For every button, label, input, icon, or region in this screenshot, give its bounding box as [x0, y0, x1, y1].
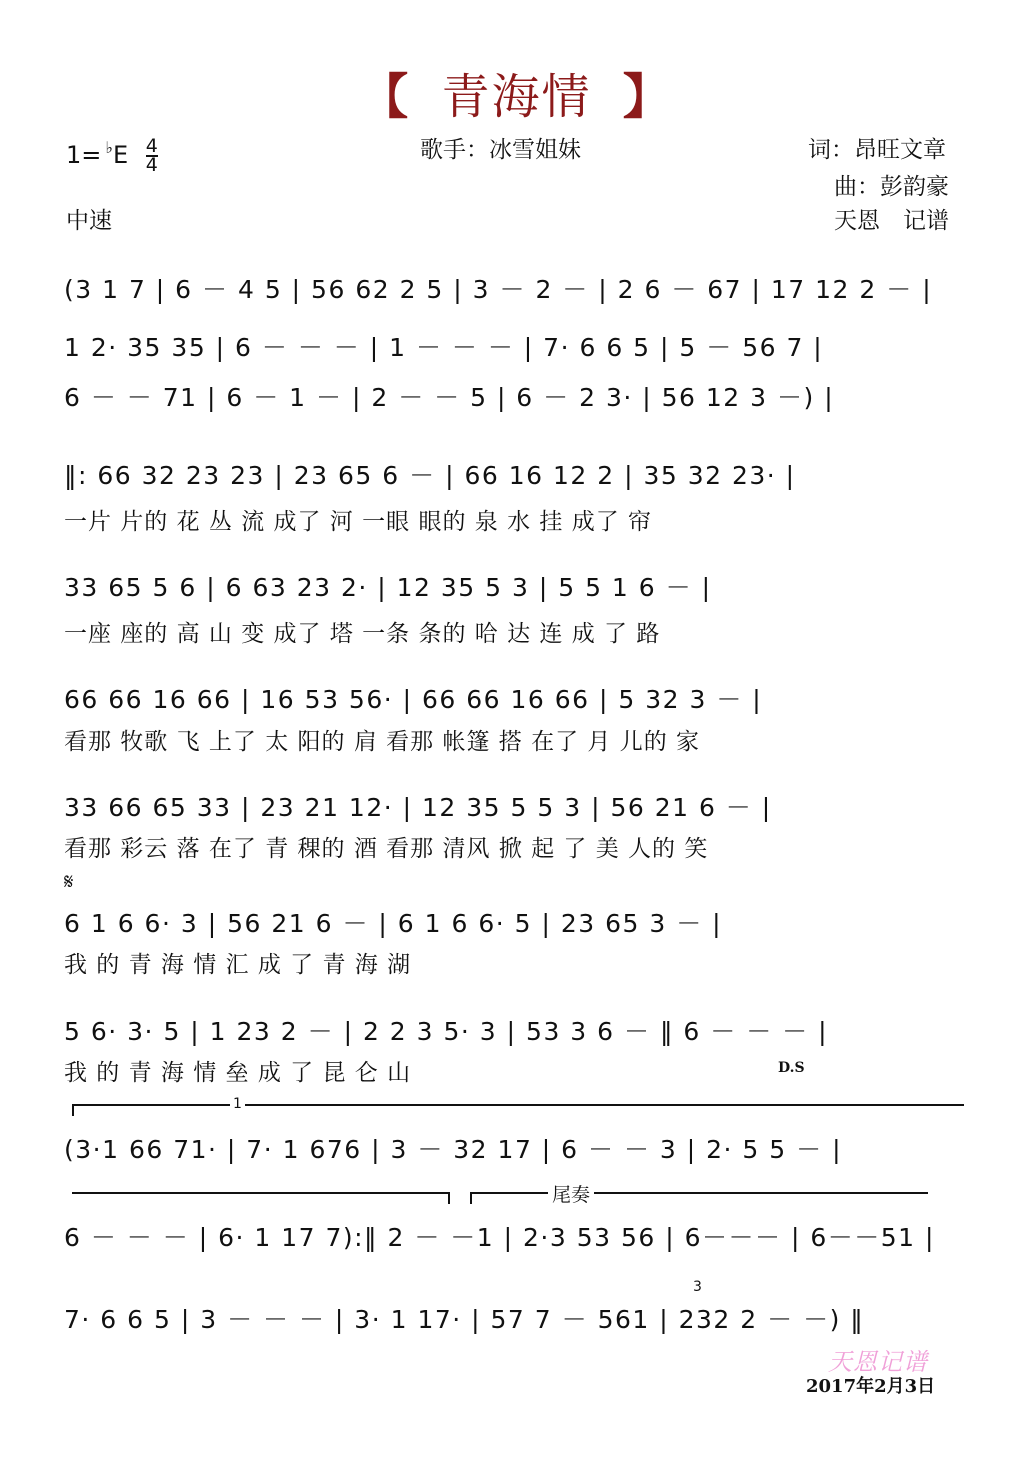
- arranger-stamp: 天恩记谱: [828, 1348, 928, 1376]
- score-row-8-notes: 6 1 6 6· 3 | 56 21 6 － | 6 1 6 6· 5 | 23 65 3 － |: [64, 909, 723, 938]
- score-row-4-notes: ‖: 66 32 23 23 | 23 65 6 － | 66 16 12 2 | 35 32 23· |: [64, 461, 796, 490]
- score-row-6-notes: 66 66 16 66 | 16 53 56· | 66 66 16 66 | 5 32 3 － |: [64, 685, 763, 714]
- date: 2017年2月3日: [806, 1376, 936, 1397]
- song-title: 青海情: [441, 69, 592, 125]
- first-ending-bracket: [72, 1104, 964, 1106]
- ending-bracket-left-tick: [448, 1192, 450, 1204]
- key-note: E: [112, 141, 129, 169]
- score-row-10-notes: (3·1 66 71· | 7· 1 676 | 3 － 32 17 | 6 － － 3 | 2· 5 5 － |: [64, 1135, 843, 1164]
- coda-bracket: [470, 1192, 928, 1194]
- score-row-11-notes: 6 － － － | 6· 1 17 7):‖ 2 － －1 | 2·3 53 56 | 6－－－ | 6－－51 |: [64, 1223, 935, 1252]
- triplet-mark: 3: [693, 1279, 702, 1295]
- score-row-1-notes: (3 1 7 | 6 － 4 5 | 56 62 2 5 | 3 － 2 － | 2 6 － 67 | 17 12 2 － |: [64, 275, 933, 304]
- score-row-7-lyrics: 看那 彩云 落 在了 青 稞的 酒 看那 清风 掀 起 了 美 人的 笑: [64, 836, 709, 862]
- lyricist: 词：昂旺文章: [808, 137, 946, 163]
- segno-icon: 𝄋: [64, 870, 74, 895]
- time-signature: [145, 135, 158, 176]
- score-row-2-notes: 1 2· 35 35 | 6 － － － | 1 － － － | 7· 6 6 5 | 5 － 56 7 |: [64, 333, 824, 362]
- score-row-9-lyrics: 我 的 青 海 情 垒 成 了 昆 仑 山: [64, 1060, 412, 1086]
- first-ending-tick: [72, 1104, 74, 1116]
- ending-bracket-left: [72, 1192, 450, 1194]
- score-row-3-notes: 6 － － 71 | 6 － 1 － | 2 － － 5 | 6 － 2 3· | 56 12 3 －) |: [64, 383, 835, 412]
- composer: 曲：彭韵豪: [834, 174, 949, 200]
- singer: 歌手：冰雪姐妹: [420, 137, 581, 163]
- page-title: [0, 58, 1033, 127]
- coda-label: 尾奏: [548, 1180, 594, 1207]
- score-row-5-notes: 33 65 5 6 | 6 63 23 2· | 12 35 5 3 | 5 5 1 6 － |: [64, 573, 712, 602]
- score-row-12-notes: 7· 6 6 5 | 3 － － － | 3· 1 17· | 57 7 － 561 | 232 2 － －) ‖: [64, 1305, 865, 1334]
- key-prefix: 1=: [66, 141, 102, 169]
- key-signature: [66, 135, 158, 176]
- flat-icon: ♭: [105, 138, 113, 157]
- score-row-6-lyrics: 看那 牧歌 飞 上了 太 阳的 肩 看那 帐篷 搭 在了 月 儿的 家: [64, 729, 701, 755]
- score-row-9-notes: 5 6· 3· 5 | 1 23 2 － | 2 2 3 5· 3 | 53 3 6 － ‖ 6 － － － |: [64, 1017, 829, 1046]
- title-bracket-close: 】: [622, 69, 673, 125]
- tempo: 中速: [66, 208, 112, 234]
- score-row-4-lyrics: 一片 片的 花 丛 流 成了 河 一眼 眼的 泉 水 挂 成了 帘: [64, 509, 653, 535]
- time-top: 4: [145, 135, 158, 157]
- title-bracket-open: 【: [360, 69, 411, 125]
- arranger: 天恩 记谱: [834, 208, 949, 234]
- time-bottom: 4: [145, 154, 158, 176]
- ds-mark: D.S: [778, 1060, 805, 1076]
- score-row-8-lyrics: 我 的 青 海 情 汇 成 了 青 海 湖: [64, 952, 412, 978]
- ending-number: 1: [230, 1096, 245, 1112]
- score-row-7-notes: 33 66 65 33 | 23 21 12· | 12 35 5 5 3 | 56 21 6 － |: [64, 793, 772, 822]
- coda-bracket-tick: [470, 1192, 472, 1204]
- score-row-5-lyrics: 一座 座的 高 山 变 成了 塔 一条 条的 哈 达 连 成 了 路: [64, 621, 661, 647]
